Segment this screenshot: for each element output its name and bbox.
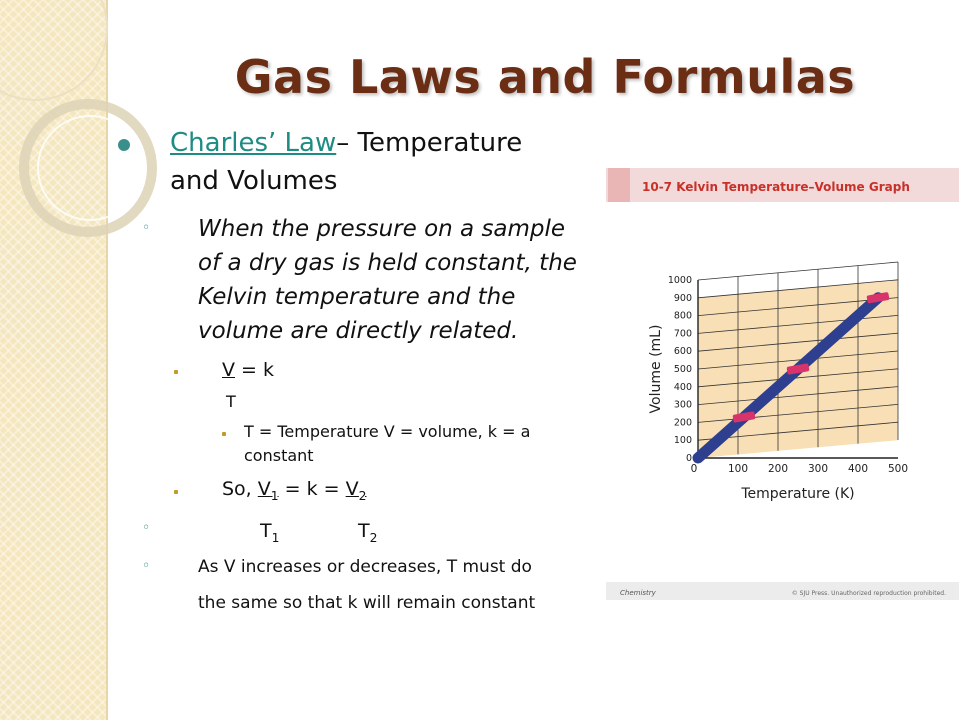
y-tick-label: 500 [673, 364, 692, 375]
v1 [257, 478, 279, 503]
square-bullet [174, 490, 178, 494]
y-tick-label: 300 [673, 399, 692, 411]
t2-denominator [358, 520, 377, 545]
figure-header-text: 10-7 Kelvin Temperature–Volume Graph [642, 180, 910, 194]
y-tick-label: 800 [673, 310, 692, 322]
x-tick-label: 400 [847, 463, 869, 475]
v1-letter: V [257, 478, 271, 500]
so-mid: = k = [278, 478, 346, 500]
figure-header-tab [608, 168, 630, 202]
statement-line-2: of a dry gas is held constant, the [198, 250, 577, 276]
bullet-charles-law [170, 128, 522, 158]
kelvin-volume-graph [606, 152, 959, 610]
x-tick-label: 100 [727, 463, 749, 475]
y-tick-label: 400 [673, 381, 692, 393]
x-tick-label: 200 [767, 463, 789, 475]
t1-letter: T [260, 520, 272, 542]
bullet-dot [118, 139, 130, 151]
ring-bullet: ◦ [142, 558, 151, 574]
v1-subscript: 1 [270, 488, 279, 503]
square-bullet [222, 432, 226, 436]
t2-letter: T [358, 520, 370, 542]
x-axis-label: Temperature (K) [741, 486, 855, 502]
v2 [345, 478, 367, 503]
statement-line-4: volume are directly related. [198, 318, 519, 344]
figure-footer-right: © SJU Press. Unauthorized reproduction prohibited. [791, 590, 946, 597]
formula-eq-k: = k [235, 359, 275, 381]
t2-subscript: 2 [369, 530, 378, 545]
figure-footer-left: Chemistry [620, 589, 656, 597]
so-prefix: So, [222, 478, 258, 500]
v2-letter: V [345, 478, 359, 500]
statement-line-3: Kelvin temperature and the [198, 284, 516, 310]
x-tick-label: 300 [807, 463, 829, 475]
formula-t: T [226, 392, 236, 411]
x-tick-label: 500 [887, 463, 909, 475]
y-axis-label: Volume (mL) [648, 324, 664, 414]
definition-line-1: T = Temperature V = volume, k = a [244, 422, 531, 441]
x-tick-label: 0 [690, 463, 698, 475]
y-tick-label: 700 [673, 328, 692, 340]
conclusion-line-1: As V increases or decreases, T must do [198, 557, 532, 577]
so-equation [222, 478, 367, 503]
bullet-heading-line2: and Volumes [170, 166, 338, 196]
formula-v-over-t [222, 359, 274, 381]
y-tick-label: 200 [673, 417, 692, 429]
conclusion-line-2: the same so that k will remain constant [198, 593, 536, 613]
bullet-heading-rest: – Temperature [336, 128, 523, 158]
slide-title: Gas Laws and Formulas [234, 50, 856, 104]
y-tick-label: 100 [673, 435, 692, 447]
y-tick-label: 0 [685, 453, 692, 464]
definition-line-2: constant [244, 446, 314, 465]
y-tick-label: 900 [673, 292, 692, 304]
ring-bullet: ◦ [142, 520, 151, 536]
ring-bullet: ◦ [142, 220, 151, 236]
y-tick-label: 600 [673, 346, 692, 358]
t1-subscript: 1 [271, 530, 280, 545]
square-bullet [174, 370, 178, 374]
t1-denominator [260, 520, 279, 545]
formula-v: V [222, 359, 235, 381]
y-tick-label: 1000 [667, 275, 692, 286]
charles-law-link[interactable]: Charles’ Law [170, 128, 337, 158]
statement-line-1: When the pressure on a sample [198, 216, 566, 242]
v2-subscript: 2 [358, 488, 367, 503]
